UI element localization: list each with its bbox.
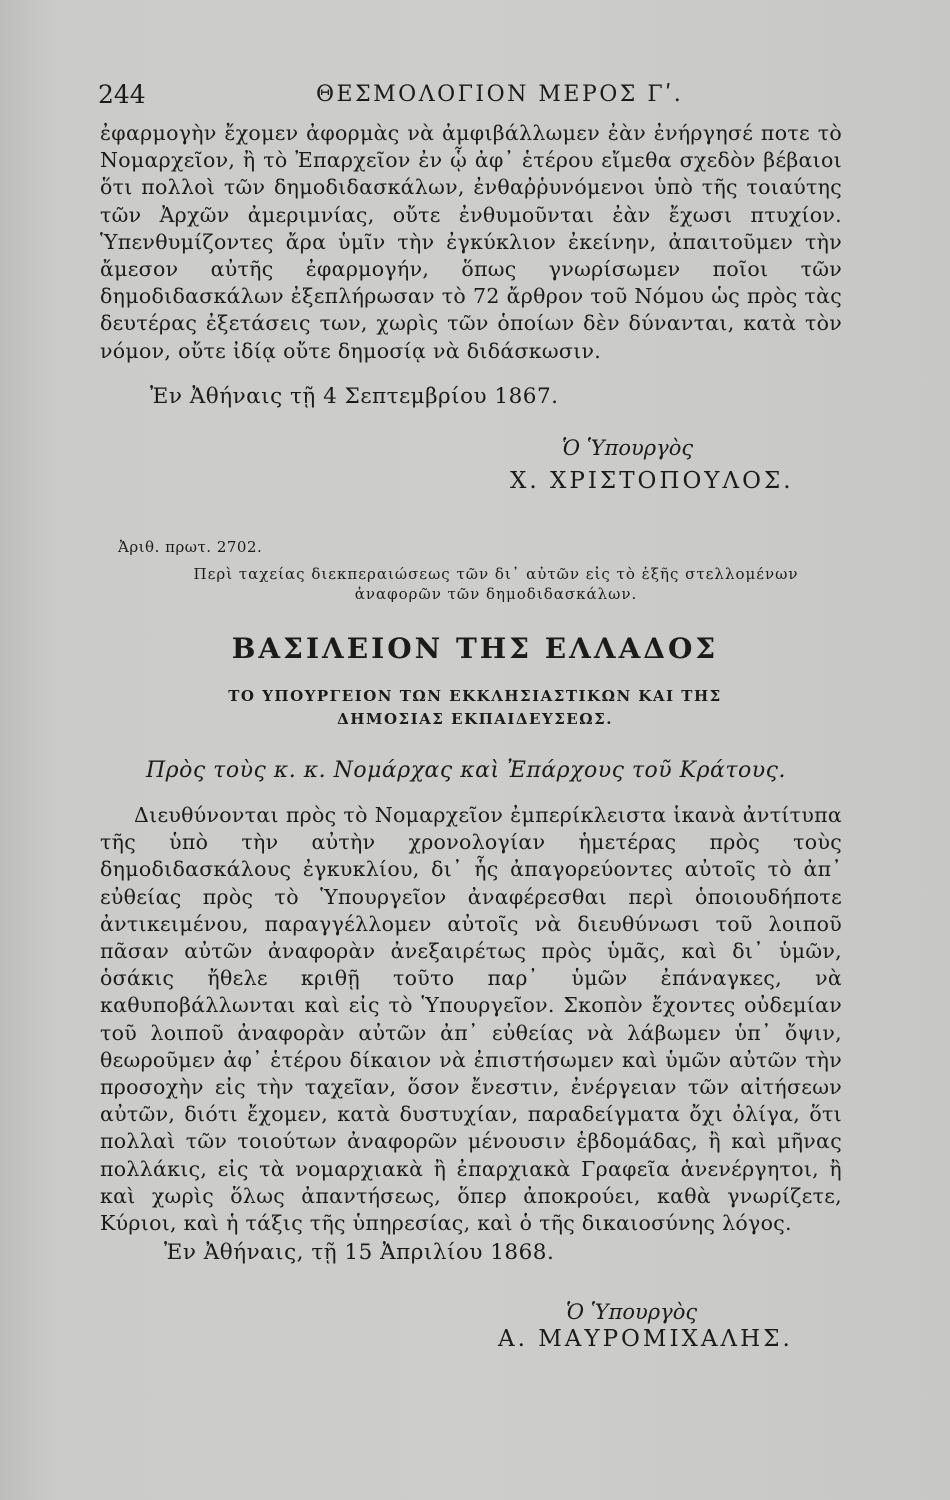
- circular1-signature-name: Χ. ΧΡΙΣΤΟΠΟΥΛΟΣ.: [510, 468, 794, 494]
- circular2-date: Ἐν Ἀθήναις, τῇ 15 Ἀπριλίου 1868.: [164, 1240, 555, 1265]
- kingdom-heading: ΒΑΣΙΛΕΙΟΝ ΤΗΣ ΕΛΛΑΔΟΣ: [231, 632, 719, 665]
- circular1-date: Ἐν Ἀθήναις τῇ 4 Σεπτεμβρίου 1867.: [150, 384, 559, 409]
- addressee-line: Πρὸς τοὺς κ. κ. Νομάρχας καὶ Ἐπάρχους τοῦ Κράτους.: [146, 758, 786, 783]
- protocol-number: Ἀριθ. πρωτ. 2702.: [118, 538, 263, 556]
- circular2-signature-role: Ὁ Ὑπουργὸς: [566, 1300, 698, 1324]
- circular2-signature-name: Α. ΜΑΥΡΟΜΙΧΑΛΗΣ.: [498, 1326, 793, 1352]
- page-number: 244: [98, 80, 146, 109]
- subject-line-1: Περὶ ταχείας διεκπεραιώσεως τῶν δι᾽ αὐτῶν εἰς τὸ ἑξῆς στελλομένων: [193, 565, 799, 583]
- circular1-body: ἐφαρμογὴν ἔχομεν ἀφορμὰς νὰ ἀμφιβάλλωμεν ἐὰν ἐνήργησέ ποτε τὸ Νομαρχεῖον, ἢ τὸ Ἐπαρχεῖον ἐν ᾧ ἀφ᾽ ἑτέρου εἴμεθα σχεδὸν βέβαιοι ὅτι πολλοὶ τῶν δημοδιδασκάλων, ἐνθαῤῥυνόμενοι ὑπὸ τῆς τοιαύτης τῶν Ἀρχῶν ἀμεριμνίας, οὔτε ἐνθυμοῦνται ἐὰν ἔχωσι πτυχίον. Ὑπενθυμίζοντες ἄρα ὑμῖν τὴν ἐγκύκλιον ἐκείνην, ἀπαιτοῦμεν τὴν ἄμεσον αὐτῆς ἐφαρμογήν, ὅπως γνωρίσωμεν ποῖοι τῶν δημοδιδασκάλων ἐξεπλήρωσαν τὸ 72 ἄρθρον τοῦ Νόμου ὡς πρὸς τὰς δευτέρας ἐξετάσεις των, χωρὶς τῶν ὁποίων δὲν δύνανται, κατὰ τὸν νόμον, οὔτε ἰδίᾳ οὔτε δημοσίᾳ νὰ διδάσκωσιν.: [100, 121, 842, 363]
- subject-line-2: ἀναφορῶν τῶν δημοδιδασκάλων.: [354, 585, 638, 603]
- circular1-signature-role: Ὁ Ὑπουργὸς: [562, 436, 694, 460]
- ministry-line-2: ΔΗΜΟΣΙΑΣ ΕΚΠΑΙΔΕΥΣΕΩΣ.: [337, 710, 613, 728]
- circular2-body: Διευθύνονται πρὸς τὸ Νομαρχεῖον ἐμπερίκλειστα ἱκανὰ ἀντίτυπα τῆς ὑπὸ τὴν αὐτὴν χρονολογίαν ἡμετέρας πρὸς τοὺς δημοδιδασκάλους ἐγκυκλίου, δι᾽ ἧς ἀπαγορεύοντες αὐτοῖς τὸ ἀπ᾽ εὐθείας πρὸς τὸ Ὑπουργεῖον ἀναφέρεσθαι περὶ ὁποιουδήποτε ἀντικειμένου, παραγγέλλομεν αὐτοῖς νὰ διευθύνωσι τοῦ λοιποῦ πᾶσαν αὐτῶν ἀναφορὰν ἀνεξαιρέτως πρὸς ὑμᾶς, καὶ δι᾽ ὑμῶν, ὁσάκις ἤθελε κριθῇ τοῦτο παρ᾽ ὑμῶν ἐπάναγκες, νὰ καθυποβάλλωνται καὶ εἰς τὸ Ὑπουργεῖον. Σκοπὸν ἔχοντες οὐδεμίαν τοῦ λοιποῦ ἀναφορὰν αὐτῶν ἀπ᾽ εὐθείας νὰ λάβωμεν ὑπ᾽ ὄψιν, θεωροῦμεν ἀφ᾽ ἑτέρου δίκαιον νὰ ἐπιστήσωμεν καὶ ὑμῶν αὐτῶν τὴν προσοχὴν εἰς τὴν ταχεῖαν, ὅσον ἔνεστιν, ἐνέργειαν τῶν αἰτήσεων αὐτῶν, διότι ἔχομεν, κατὰ δυστυχίαν, παραδείγματα ὄχι ὀλίγα, ὅτι πολλαὶ τῶν τοιούτων ἀναφορῶν μένουσιν ἑβδομάδας, ἢ καὶ μῆνας πολλάκις, εἰς τὰ νομαρχιακὰ ἢ ἐπαρχιακὰ Γραφεῖα ἀνενέργητοι, ἢ καὶ χωρὶς ὅλως ἀπαντήσεως, ὅπερ ἀποκρούει, καθὰ γνωρίζετε, Κύριοι, καὶ ἡ τάξις τῆς ὑπηρεσίας, καὶ ὁ τῆς δικαιοσύνης λόγος.: [100, 803, 842, 1236]
- running-header: [98, 80, 838, 112]
- running-title: ΘΕΣΜΟΛΟΓΙΟΝ ΜΕΡΟΣ Γʹ.: [316, 82, 684, 107]
- ministry-line-1: ΤΟ ΥΠΟΥΡΓΕΙΟΝ ΤΩΝ ΕΚΚΛΗΣΙΑΣΤΙΚΩΝ ΚΑΙ ΤΗΣ: [228, 687, 722, 705]
